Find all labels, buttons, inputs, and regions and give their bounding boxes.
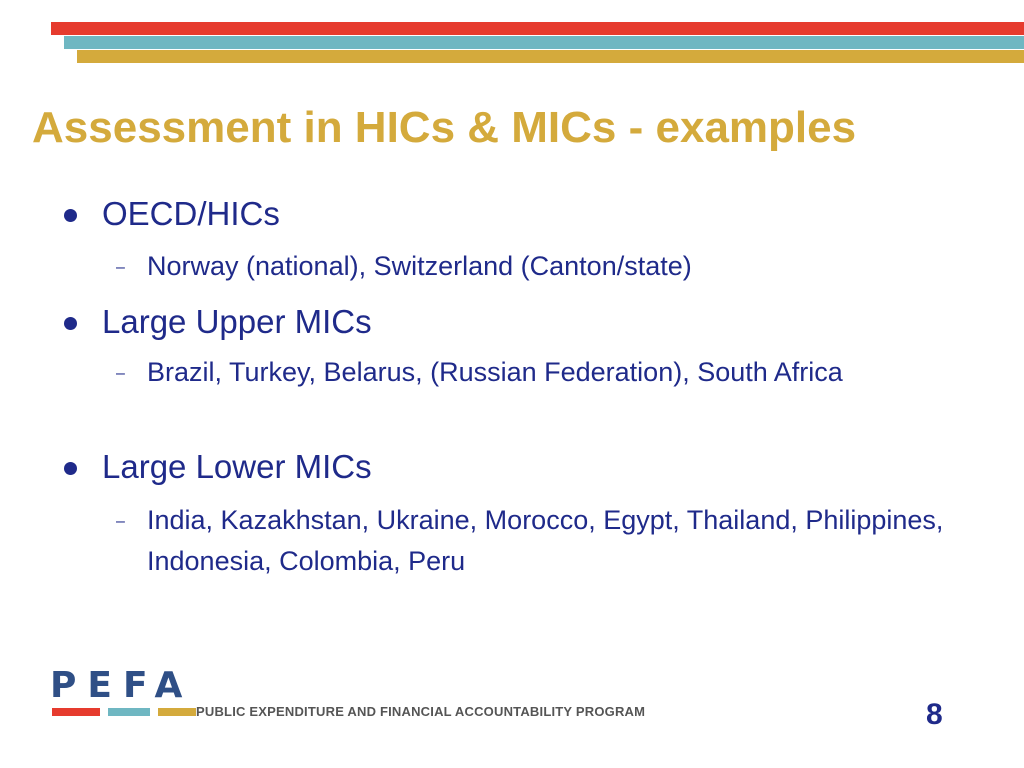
bullet-label: Large Lower MICs (102, 448, 372, 485)
logo-bar-red (52, 708, 100, 716)
pefa-logo (50, 665, 646, 728)
slide-title: Assessment in HICs & MICs - examples (32, 103, 857, 152)
logo-bar-teal (108, 708, 150, 716)
bullet-dot-icon (64, 209, 77, 222)
dash-icon: – (116, 365, 125, 382)
top-stripe-gold (77, 50, 1024, 63)
bullet-label: Large Upper MICs (102, 303, 372, 340)
bullet-label: OECD/HICs (102, 195, 280, 232)
top-stripe-red (51, 22, 1024, 35)
top-stripe-teal (64, 36, 1024, 49)
logo-bar-gold (158, 708, 196, 716)
bullet-dot-icon (64, 462, 77, 475)
logo-caption: PUBLIC EXPENDITURE AND FINANCIAL ACCOUNTABILITY PROGRAM (196, 704, 646, 719)
sub-bullet-text: India, Kazakhstan, Ukraine, Morocco, Egypt, Thailand, Philippines, Indonesia, Colombia, Peru (147, 505, 944, 576)
bullet-dot-icon (64, 317, 77, 330)
sub-bullet-text: Brazil, Turkey, Belarus, (Russian Federation), South Africa (147, 357, 843, 387)
dash-icon: – (116, 259, 125, 276)
dash-icon: – (116, 513, 125, 530)
logo-wordmark: PEFA (50, 665, 194, 706)
page-number: 8 (926, 698, 943, 731)
sub-bullet-text: Norway (national), Switzerland (Canton/state) (147, 251, 692, 281)
